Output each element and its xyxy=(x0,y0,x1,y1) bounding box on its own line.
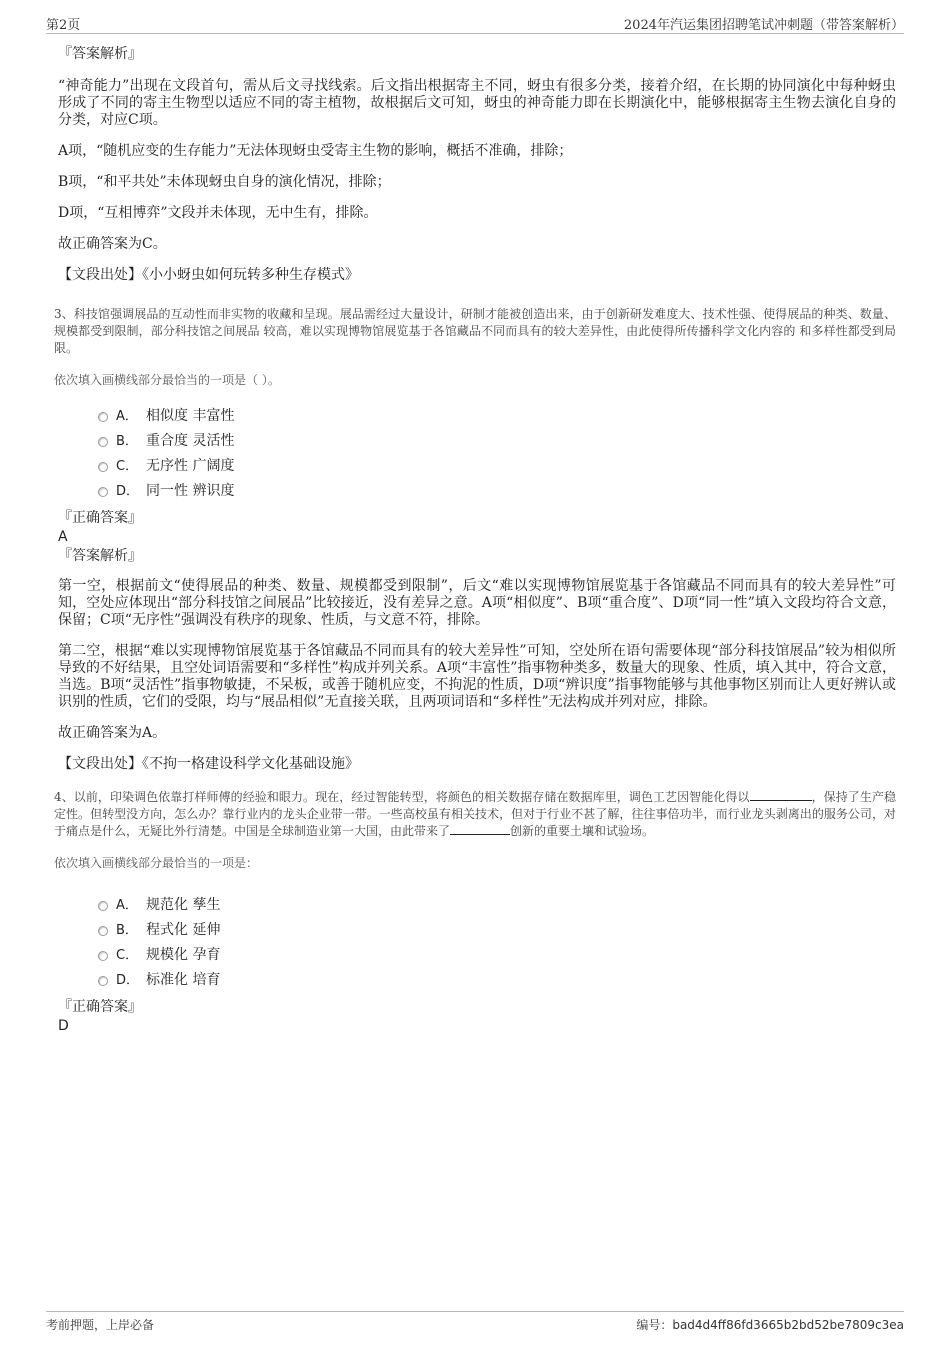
question-3-text: 3、科技馆强调展品的互动性而非实物的收藏和呈现。展品需经过大量设计，研制才能被创造出来，由于创新研发难度大、技术性强、使得展品的种类、数量、规模都受到限制，部分科技馆之间展品 较高，难以实现博物馆展览基于各馆藏品不同而具有的较大差异性，由此使得所传播科学文化内容的 和多样性都受到局限。 xyxy=(54,307,896,355)
conclusion-paragraph: 故正确答案为C。 xyxy=(58,236,167,252)
option-c[interactable]: C． 无序性 广阔度 xyxy=(98,452,896,477)
radio-icon[interactable] xyxy=(98,951,108,961)
radio-icon[interactable] xyxy=(98,462,108,472)
page-number: 第2页 xyxy=(46,18,81,33)
footer-slogan: 考前押题，上岸必备 xyxy=(46,1318,155,1332)
radio-icon[interactable] xyxy=(98,926,108,936)
analysis-paragraph: D项，“互相博弈”文段并未体现，无中生有，排除。 xyxy=(58,205,378,221)
radio-icon[interactable] xyxy=(98,437,108,447)
correct-answer: D xyxy=(58,1018,69,1034)
page-header xyxy=(46,14,904,34)
question-4-options xyxy=(98,891,896,991)
correct-answer-tag: 『正确答案』 xyxy=(58,999,142,1015)
main-content xyxy=(54,44,896,1035)
option-d[interactable]: D． 同一性 辨识度 xyxy=(98,477,896,502)
analysis-tag: 『答案解析』 xyxy=(58,548,142,564)
question-4-prompt: 依次填入画横线部分最恰当的一项是： xyxy=(54,856,259,870)
question-4-text: 4、以前，印染调色依靠打样师傅的经验和眼力。现在，经过智能转型，将颜色的相关数据存储在数据库里，调色工艺因智能化得以 ，保持了生产稳定性。但转型没方向，怎么办？靠行业内的龙头企业带一带。一些高校虽有相关技术，但对于行业不甚了解，往往事倍功半，而行业龙头剥离出的服务公司，对于痛点是什么，无疑比外行清楚。中国是全球制造业第一大国，由此带来了 创新的重要土壤和试验场。 xyxy=(54,790,896,838)
document-id: 编号：bad4d4ff86fd3665b2bd52be7809c3ea xyxy=(636,1318,904,1332)
correct-answer: A xyxy=(58,529,68,545)
question-3-prompt: 依次填入画横线部分最恰当的一项是（ ）。 xyxy=(54,373,280,387)
fill-blank-2 xyxy=(450,823,510,835)
analysis-paragraph: 第一空，根据前文“使得展品的种类、数量、规模都受到限制”，后文“难以实现博物馆展览基于各馆藏品不同而具有的较大差异性”可知，空处应体现出“部分科技馆之间展品”比较接近，没有差异之意。A项“相似度”、B项“重合度”、D项“同一性”填入文段均符合文意，保留；C项“无序性”强调没有秩序的现象、性质，与文意不符，排除。 xyxy=(58,578,896,628)
fill-blank-1 xyxy=(750,789,812,801)
conclusion-paragraph: 故正确答案为A。 xyxy=(58,725,167,741)
radio-icon[interactable] xyxy=(98,487,108,497)
option-a[interactable]: A． 相似度 丰富性 xyxy=(98,402,896,427)
page-footer xyxy=(46,1311,904,1332)
question-3-options xyxy=(98,402,896,502)
correct-answer-tag: 『正确答案』 xyxy=(58,510,142,526)
analysis-paragraph: “神奇能力”出现在文段首句，需从后文寻找线索。后文指出根据寄主不同，蚜虫有很多分类，接着介绍，在长期的协同演化中每种蚜虫形成了不同的寄主生物型以适应不同的寄主植物，故根据后文可知，蚜虫的神奇能力即在长期演化中，能够根据寄主生物去演化自身的分类，对应C项。 xyxy=(58,78,896,128)
option-b[interactable]: B． 重合度 灵活性 xyxy=(98,427,896,452)
option-b[interactable]: B． 程式化 延伸 xyxy=(98,916,896,941)
option-c[interactable]: C． 规模化 孕育 xyxy=(98,941,896,966)
option-d[interactable]: D． 标准化 培育 xyxy=(98,966,896,991)
analysis-tag: 『答案解析』 xyxy=(58,46,142,62)
option-a[interactable]: A． 规范化 孳生 xyxy=(98,891,896,916)
source-citation: 【文段出处】《小小蚜虫如何玩转多种生存模式》 xyxy=(58,267,359,283)
document-title: 2024年汽运集团招聘笔试冲刺题（带答案解析） xyxy=(623,18,904,33)
analysis-paragraph: 第二空，根据“难以实现博物馆展览基于各馆藏品不同而具有的较大差异性”可知，空处所在语句需要体现“部分科技馆展品”较为相似所导致的不好结果，且空处词语需要和“多样性”构成并列关系。A项“丰富性”指事物种类多，数量大的现象、性质，填入其中，符合文意，当选。B项“灵活性”指事物敏捷，不呆板，或善于随机应变，不拘泥的性质，D项“辨识度”指事物能够与其他事物区别而让人更好辨认或识别的性质，它们的受限，均与“展品相似”无直接关联，且两项词语和“多样性”无法构成并列对应，排除。 xyxy=(58,643,896,710)
radio-icon[interactable] xyxy=(98,901,108,911)
analysis-paragraph: A项，“随机应变的生存能力”无法体现蚜虫受寄主生物的影响，概括不准确，排除； xyxy=(58,143,573,159)
analysis-paragraph: B项，“和平共处”未体现蚜虫自身的演化情况，排除； xyxy=(58,174,391,190)
radio-icon[interactable] xyxy=(98,412,108,422)
radio-icon[interactable] xyxy=(98,976,108,986)
source-citation: 【文段出处】《不拘一格建设科学文化基础设施》 xyxy=(58,756,359,772)
